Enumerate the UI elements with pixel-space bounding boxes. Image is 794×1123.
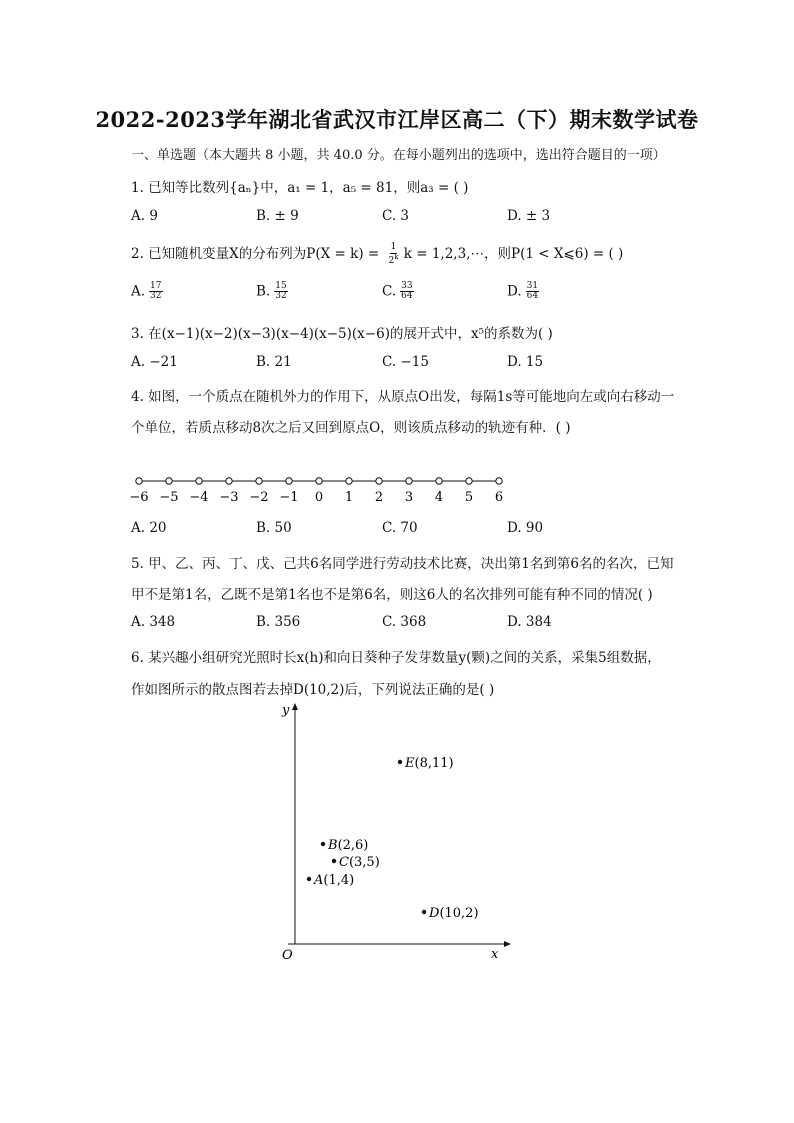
number-line-figure	[125, 470, 515, 510]
number-line-tick-label: −4	[189, 490, 209, 505]
scatter-point-label: E(8,11)	[405, 756, 454, 771]
q5-option-b: B. 356	[256, 614, 301, 630]
q2-text-part-1: 2. 已知随机变量X的分布列为P(X = k) =	[131, 246, 380, 262]
q2-option-c: C. $\frac{33}{64}$	[382, 281, 413, 302]
q3-option-d: D. 15	[507, 354, 544, 370]
question-2	[131, 242, 623, 266]
y-axis-label: y	[282, 703, 290, 718]
scatter-point-label: D(10,2)	[429, 906, 479, 921]
q2-option-a: A. $\frac{17}{32}$	[131, 281, 162, 302]
number-line-point	[316, 478, 322, 484]
q4-option-a: A. 20	[131, 520, 167, 536]
scatter-point-label: C(3,5)	[339, 855, 380, 870]
number-line-point	[346, 478, 352, 484]
number-line-point	[436, 478, 442, 484]
number-line-tick-label: 3	[404, 490, 414, 505]
number-line-tick-label: −5	[159, 490, 179, 505]
question-4-line-2: 个单位，若质点移动8次之后又回到原点O，则该质点移动的轨迹有种．( )	[131, 420, 571, 436]
number-line-point	[226, 478, 232, 484]
number-line-tick-label: 4	[434, 490, 444, 505]
q5-option-c: C. 368	[382, 614, 427, 630]
scatter-point	[307, 877, 311, 881]
exam-title: 2022-2023学年湖北省武汉市江岸区高二（下）期末数学试卷	[95, 107, 699, 132]
number-line-point	[286, 478, 292, 484]
q3-option-c: C. −15	[382, 354, 429, 370]
q2-fraction: $\frac{1}{2^k}$	[388, 242, 399, 266]
question-5-line-2: 甲不是第1名，乙既不是第1名也不是第6名，则这6人的名次排列可能有种不同的情况( )	[131, 587, 653, 603]
number-line-tick-label: −3	[219, 490, 239, 505]
number-line-point	[496, 478, 502, 484]
scatter-point-label: B(2,6)	[328, 838, 369, 853]
number-line-tick-label: −1	[279, 490, 299, 505]
number-line-tick-label: 6	[494, 490, 504, 505]
q4-option-c: C. 70	[382, 520, 418, 536]
scatter-plot-figure	[270, 698, 530, 968]
scatter-point-label: A(1,4)	[314, 873, 355, 888]
question-3: 3. 在(x−1)(x−2)(x−3)(x−4)(x−5)(x−6)的展开式中，x⁵的系数为( )	[131, 326, 553, 342]
question-6-line-2: 作如图所示的散点图若去掉D(10,2)后，下列说法正确的是( )	[131, 682, 495, 698]
number-line-labels	[129, 490, 503, 505]
q5-option-a: A. 348	[131, 614, 176, 630]
number-line-point	[196, 478, 202, 484]
scatter-point	[332, 859, 336, 863]
number-line-point	[376, 478, 382, 484]
q4-option-d: D. 90	[507, 520, 544, 536]
q2-option-d: D. $\frac{31}{64}$	[507, 281, 539, 302]
number-line-point	[136, 478, 142, 484]
question-5-line-1: 5. 甲、乙、丙、丁、戊、己共6名同学进行劳动技术比赛，决出第1名到第6名的名次，已知	[131, 556, 674, 572]
q1-option-c: C. 3	[382, 208, 410, 224]
number-line-point	[406, 478, 412, 484]
q3-option-b: B. 21	[256, 354, 292, 370]
q2-option-b: B. $\frac{15}{32}$	[256, 281, 287, 302]
scatter-point	[321, 842, 325, 846]
q4-option-b: B. 50	[256, 520, 292, 536]
q5-option-d: D. 384	[507, 614, 552, 630]
number-line-point	[166, 478, 172, 484]
scatter-points	[307, 756, 479, 921]
scatter-point	[422, 910, 426, 914]
section-heading: 一、单选题（本大题共 8 小题，共 40.0 分。在每小题列出的选项中，选出符合题目的一项）	[131, 148, 666, 163]
x-axis-label: x	[491, 947, 499, 962]
scatter-point	[398, 760, 402, 764]
q1-option-b: B. ± 9	[256, 208, 299, 224]
question-6-line-1: 6. 某兴趣小组研究光照时长x(h)和向日葵种子发芽数量y(颗)之间的关系，采集5组数据，	[131, 650, 661, 666]
origin-label: O	[282, 948, 293, 963]
number-line-tick-label: −6	[129, 490, 149, 505]
number-line-point	[466, 478, 472, 484]
question-4-line-1: 4. 如图，一个质点在随机外力的作用下，从原点O出发，每隔1s等可能地向左或向右移动一	[131, 389, 675, 405]
q3-option-a: A. −21	[131, 354, 178, 370]
number-line-tick-label: −2	[249, 490, 269, 505]
q1-option-d: D. ± 3	[507, 208, 551, 224]
number-line-tick-label: 2	[374, 490, 384, 505]
number-line-point	[256, 478, 262, 484]
q2-text-part-2: k = 1,2,3,⋯，则P(1 < X⩽6) = ( )	[403, 246, 624, 262]
question-1: 1. 已知等比数列{aₙ}中，a₁ = 1，a₅ = 81，则a₃ = ( )	[131, 180, 469, 196]
number-line-tick-label: 0	[314, 490, 324, 505]
number-line-tick-label: 1	[344, 490, 354, 505]
q1-option-a: A. 9	[131, 208, 158, 224]
number-line-tick-label: 5	[464, 490, 474, 505]
